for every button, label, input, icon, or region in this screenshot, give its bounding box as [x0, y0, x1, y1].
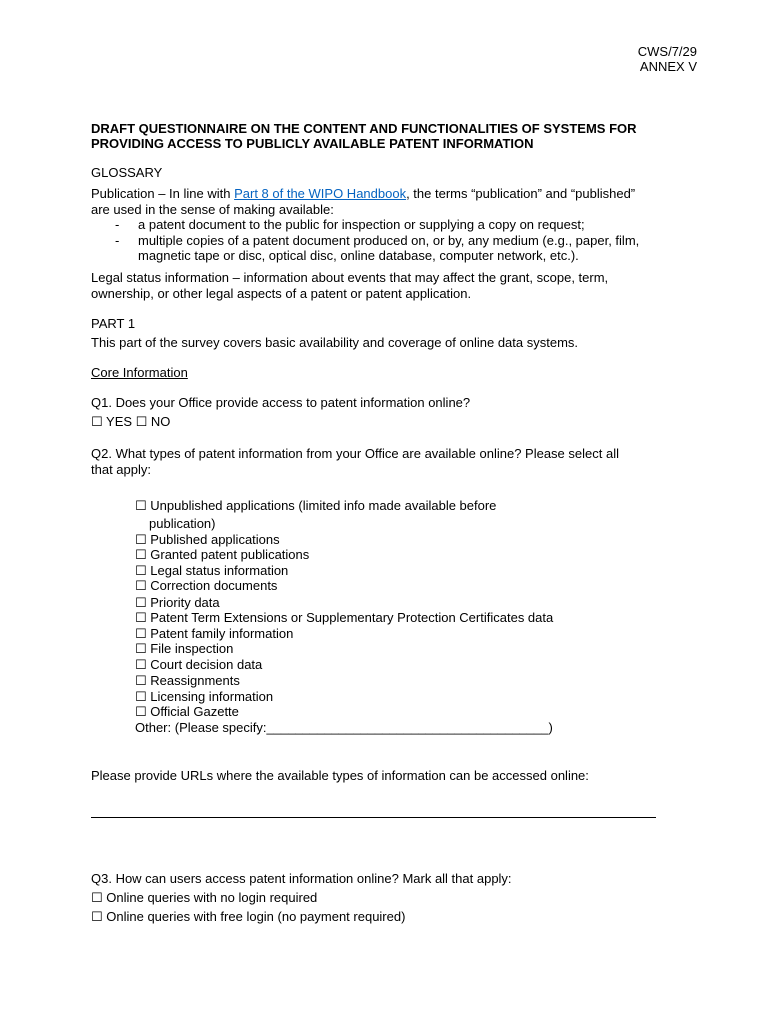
q3-option-no-login[interactable]: ☐ Online queries with no login required	[91, 890, 318, 905]
publication-definition-line2: are used in the sense of making available:	[91, 202, 334, 217]
q2-option-correction-documents[interactable]: ☐ Correction documents	[135, 578, 278, 593]
glossary-heading: GLOSSARY	[91, 165, 163, 180]
q2-urls-prompt: Please provide URLs where the available types of information can be accessed online:	[91, 768, 589, 783]
doc-code: CWS/7/29	[637, 44, 697, 59]
part1-heading: PART 1	[91, 316, 136, 331]
q2-option-unpublished-applications-cont: publication)	[149, 516, 216, 531]
annex-label: ANNEX V	[639, 59, 697, 74]
document-title-line1: DRAFT QUESTIONNAIRE ON THE CONTENT AND FUNCTIONALITIES OF SYSTEMS FOR	[91, 121, 637, 136]
q1-yes-no-checkboxes[interactable]: ☐ YES ☐ NO	[91, 414, 171, 429]
publication-prefix: Publication – In line with	[91, 186, 235, 201]
publication-bullet-2-line2: magnetic tape or disc, optical disc, online database, computer network, etc.).	[138, 248, 579, 263]
q2-option-licensing[interactable]: ☐ Licensing information	[135, 689, 274, 704]
q2-question-line2: that apply:	[91, 462, 151, 477]
q2-question-line1: Q2. What types of patent information from your Office are available online? Please select all	[91, 446, 619, 461]
publication-bullet-1: a patent document to the public for inspection or supplying a copy on request;	[138, 217, 585, 232]
publication-definition-line1	[91, 186, 635, 202]
q2-option-reassignments[interactable]: ☐ Reassignments	[135, 673, 240, 688]
q2-option-priority-data[interactable]: ☐ Priority data	[135, 595, 220, 610]
q1-question: Q1. Does your Office provide access to patent information online?	[91, 395, 471, 410]
q2-other-specify-field[interactable]: Other: (Please specify:_______________________________________)	[135, 720, 553, 735]
publication-bullet-2-line1: multiple copies of a patent document produced on, or by, any medium (e.g., paper, film,	[138, 233, 640, 248]
q2-option-file-inspection[interactable]: ☐ File inspection	[135, 641, 234, 656]
q2-option-patent-family[interactable]: ☐ Patent family information	[135, 626, 294, 641]
bullet-dash-2: -	[115, 233, 120, 248]
q2-option-official-gazette[interactable]: ☐ Official Gazette	[135, 704, 239, 719]
q2-option-court-decision[interactable]: ☐ Court decision data	[135, 657, 263, 672]
q2-option-legal-status[interactable]: ☐ Legal status information	[135, 563, 289, 578]
q2-option-unpublished-applications[interactable]: ☐ Unpublished applications (limited info made available before	[135, 498, 497, 513]
q3-question: Q3. How can users access patent information online? Mark all that apply:	[91, 871, 512, 886]
wipo-handbook-link[interactable]: Part 8 of the WIPO Handbook	[234, 186, 407, 201]
q3-option-free-login[interactable]: ☐ Online queries with free login (no payment required)	[91, 909, 406, 924]
urls-answer-line[interactable]	[91, 817, 656, 818]
legal-status-definition-line2: ownership, or other legal aspects of a patent or patent application.	[91, 286, 472, 301]
publication-suffix: , the terms “publication” and “published”	[406, 186, 636, 201]
q2-option-patent-term-extensions[interactable]: ☐ Patent Term Extensions or Supplementary Protection Certificates data	[135, 610, 554, 625]
bullet-dash-1: -	[115, 217, 120, 232]
document-title-line2: PROVIDING ACCESS TO PUBLICLY AVAILABLE PATENT INFORMATION	[91, 136, 534, 151]
q2-option-granted-patents[interactable]: ☐ Granted patent publications	[135, 547, 310, 562]
part1-intro: This part of the survey covers basic availability and coverage of online data systems.	[91, 335, 579, 350]
core-information-heading: Core Information	[91, 365, 188, 380]
q2-option-published-applications[interactable]: ☐ Published applications	[135, 532, 280, 547]
legal-status-definition-line1: Legal status information – information about events that may affect the grant, scope, term,	[91, 270, 609, 285]
